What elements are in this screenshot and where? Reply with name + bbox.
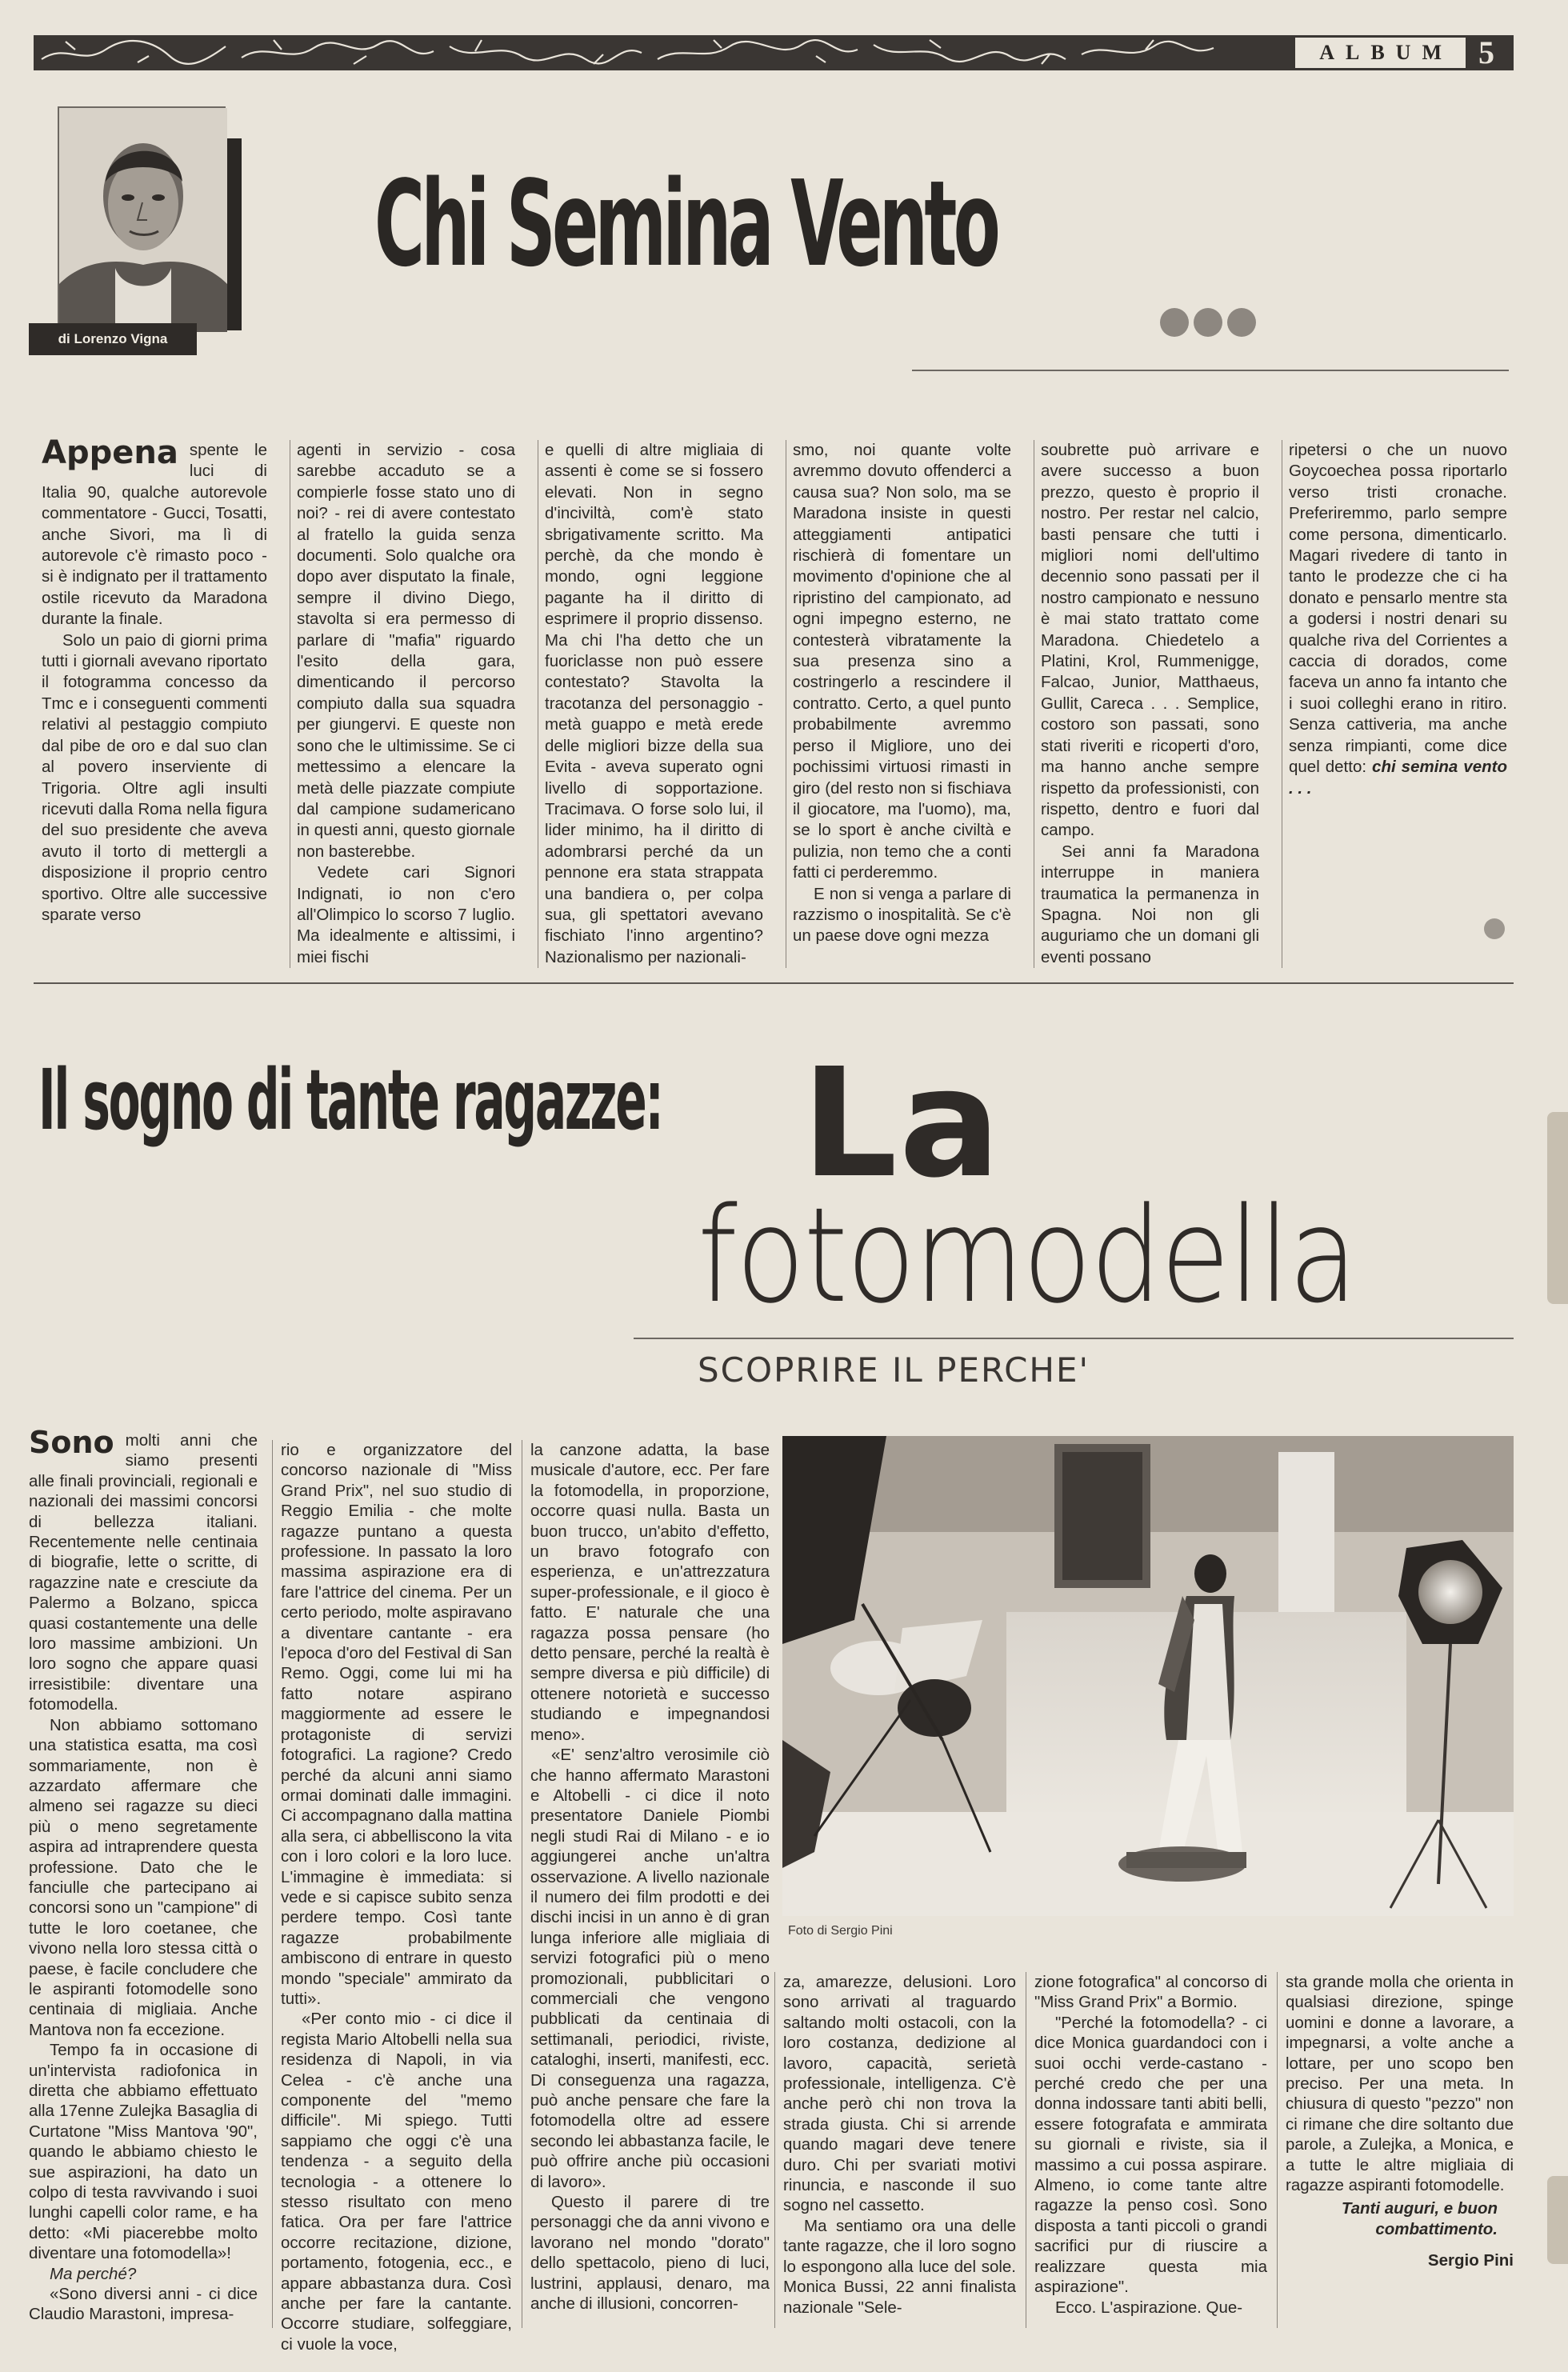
paragraph: smo, noi quante volte avremmo dovuto offenderci a causa sua? Non solo, ma se Maradona insiste in questi atteggiamenti antipatici rischierà di fomentare un movimento d'opinione che al ripristino del campionato, ad ogni impegno esterno, ne contesterà vibratamente la sua presenza sino a costringerlo a rescindere il contratto. Certo, a quel punto probabilmente avremmo perso il Migliore, uno dei pochissimi virtuosi rimasti in giro (del resto non si fischiava il giocatore, ma l'uomo), ma, se lo sport è anche civiltà e pulizia, non temo che a conti fatti ci perderemmo. xyxy=(793,441,1011,882)
paragraph xyxy=(1289,440,1507,799)
ellipsis-dots xyxy=(1160,308,1256,337)
page-edge-mark xyxy=(1547,2176,1568,2264)
paragraph: «E' senz'altro verosimile ciò che hanno affermato Marastoni e Altobelli - ci dice il noto presentatore Daniele Piombi negli studi Rai di Milano - e io aggiungerei anche un'altra osservazione. A livello nazionale il numero dei film prodotti e dei dischi incisi in un anno è di gran lunga inferiore alle migliaia di servizi fotografici più o meno promozionali, pubblicitari o commerciali che vengono pubblicati da centinaia di settimanali, periodici, riviste, cataloghi, inserti, manifesti, ecc. Di conseguenza una ragazza, può anche pensare che fare la fotomodella oltre ad essere secondo lei abbastanza facile, le può offrire anche più occasioni di lavoro». xyxy=(530,1746,770,2191)
article1-column-1 xyxy=(42,434,274,968)
article1-column-5 xyxy=(1034,440,1266,968)
paragraph: «Per conto mio - ci dice il regista Mario Altobelli nella sua residenza di Napoli, in via Celea - c'è anche una componente del "memo difficile". Mi spiego. Tutti sappiamo che oggi c'è una tendenza - a seguito della tecnologia - a ottenere lo stesso risultato con meno fatica. Ora per fare l'attrice occorre recitazione, dizione, portamento, fotogenia, ecc., e appare abbastanza dura. Così anche per fare la cantante. Occorre studiare, solfeggiare, ci vuole la voce, xyxy=(281,2010,512,2354)
paragraph: Sei anni fa Maradona interruppe in maniera traumatica la permanenza in Spagna. Noi non gli auguriamo che un domani gli eventi possano xyxy=(1041,842,1259,966)
article2-column-6 xyxy=(1277,1972,1514,2328)
closing-wish: Tanti auguri, e buon combattimento. xyxy=(1341,2199,1498,2238)
paragraph: Ma sentiamo ora una delle tante ragazze, che il loro sogno lo espongono alla luce del sole. Monica Bussi, 22 anni finalista nazionale "Sele- xyxy=(783,2216,1016,2317)
masthead-band xyxy=(34,35,1514,70)
article2-signature: Sergio Pini xyxy=(1427,2251,1514,2270)
article2-title-la: La xyxy=(802,1036,1002,1211)
paragraph: Non abbiamo sottomano una statistica esatta, ma così sommariamente, non è azzardato affermare che almeno sei ragazze su dieci più o meno segretamente aspira ad intraprendere questa professione. Dato che le fanciulle che partecipano ai concorsi sono un "campione" di tutte le loro coetanee, che vivono nella loro stessa città o paese, è facile concludere che le aspiranti fotomodelle sono centinaia di migliaia. Anche Mantova non fa eccezione. xyxy=(29,1715,258,2039)
paragraph: e quelli di altre migliaia di assenti è come se si fossero elevati. Non in segno d'inciviltà, com'è stato sbrigativamente scritto. Ma perchè, da che mondo è mondo, ogni leggione pagante ha il diritto di esprimere il proprio dissenso. Ma chi l'ha detto che un fuoriclasse non può essere contestato? Stavolta la tracotanza del personaggio - metà guappo e metà erede delle migliori bizze della sua Evita - aveva superato ogni livello di sopportazione. Tracimava. O forse solo lui, il lider minimo, ha il diritto di adombrarsi perché da un pennone era stata strappata una bandiera o, per colpa sua, gli spettatori avevano fischiato l'inno argentino? Nazionalismo per nazionali- xyxy=(545,441,763,966)
author-portrait xyxy=(58,106,242,354)
author-photo xyxy=(58,106,226,330)
page-number: 5 xyxy=(1478,34,1494,70)
band-pattern xyxy=(34,35,1218,70)
dot xyxy=(1194,308,1222,337)
paragraph: soubrette può arrivare e avere successo a buon prezzo, questo è proprio il nostro. Per restar nel calcio, basti pensare che tutti i migliori nomi dell'ultimo decennio sono passati per il nostro campionato e nessuno è mai stato trattato come Maradona. Chiedetelo a Platini, Krol, Rummenigge, Falcao, Junior, Matthaeus, Gullit, Careca . . . Semplice, costoro son passati, sono stati riveriti e ricoperti d'oro, ma hanno anche sempre rispetto da professionisti, con rispetto, dentro e fuori dal campo. xyxy=(1041,441,1259,840)
paragraph: molti anni che siamo presenti alle finali provinciali, regionali e nazionali dei massimi concorsi di bellezza italiani. Recentemente nelle centinaia di biografie, lette o scritte, di ragazzine nate e cresciute da Palermo a Bolzano, spicca quasi costantemente una delle loro massime ambizioni. Un loro sogno che appare quasi irresistibile: diventare una fotomodella. xyxy=(29,1431,258,1714)
title-rule xyxy=(634,1338,1514,1339)
drop-word: Appena xyxy=(42,434,178,471)
paragraph: «Sono diversi anni - ci dice Claudio Marastoni, impresa- xyxy=(29,2285,258,2324)
article1-headline: Chi Semina Vento xyxy=(374,155,998,293)
section-divider xyxy=(34,982,1514,984)
paragraph: Tempo fa in occasione di un'intervista radiofonica in diretta che abbiamo effettuato alla 17enne Zulejka Basaglia di Curtatone "Miss Mantova '90", quando le abbiamo chiesto le sue aspirazioni, ha dato un colpo di testa ravvivando i suoi lunghi capelli color rame, e ha detto: «Mi piacerebbe molto diventare una fotomodella»! xyxy=(29,2041,258,2263)
author-caption: di Lorenzo Vigna xyxy=(29,323,197,355)
article1-column-4 xyxy=(786,440,1018,968)
article1-column-2 xyxy=(290,440,522,968)
article2-column-5 xyxy=(1026,1972,1267,2328)
end-of-article-dot xyxy=(1484,918,1505,939)
dot xyxy=(1227,308,1256,337)
paragraph: "Perché la fotomodella? - ci dice Monica guardandoci con i suoi occhi verde-castano - perché credo che per una donna indossare tanti abiti belli, essere fotografata e ammirata su giornali e riviste, sia il massimo a cui possa aspirare. Almeno, io come tante altre ragazze la penso così. Sono disposta a tanti piccoli o grandi sacrifici pur di riuscire a realizzare questa mia aspirazione". xyxy=(1034,2013,1267,2297)
paragraph: rio e organizzatore del concorso nazionale di "Miss Grand Prix", nel suo studio di Reggio Emilia - che molte ragazze puntano a questa professione. In passato la loro massima aspirazione era di fare l'attrice del cinema. Per un certo periodo, molte aspiravano a diventare cantante - era l'epoca d'oro del Festival di San Remo. Oggi, come lui mi ha fatto notare aspirano maggiormente ad essere le protagoniste di servizi fotografici. La ragione? Credo perché da alcuni anni siamo ormai dominati dalle immagini. Ci accompagnano dalla mattina alla sera, ci abbelliscono la vita con i loro colori e la loro luce. L'immagine è immediata: si vede e si capisce subito senza perdere tempo. Così tante ragazze probabilmente ambiscono di entrare in questo mondo "speciale" ammirato da tutti». xyxy=(281,1441,512,2008)
article2-column-4 xyxy=(774,1972,1016,2328)
drop-word: Sono xyxy=(29,1425,114,1460)
studio-photo xyxy=(782,1436,1514,1916)
paragraph: la canzone adatta, la base musicale d'autore, ecc. Per fare la fotomodella, in proporzione, occorre quasi nulla. Basta un buon trucco, un'abito d'effetto, un bravo fotografo con esperienza, e un'attrezzatura super-professionale, e il gioco è fatto. E' naturale che una ragazza possa pensare (ho detto pensare, perché la realtà è sempre diversa e più difficile) di ottenere notorietà e successo studiando e impegnandosi meno». xyxy=(530,1441,770,1744)
article2-subhead: SCOPRIRE IL PERCHE' xyxy=(698,1350,1090,1390)
page-edge-mark xyxy=(1547,1112,1568,1304)
paragraph-text: ripetersi o che un nuovo Goycoechea possa riportarlo verso tristi cronache. Preferiremmo, parlo sempre come persona, dimenticarlo. Magari rivedere di tanto in tanto le prodezze che ci ha donato e pensarlo mentre sta a godersi i nostri denari su qualche riva del Corrientes a caccia di dorados, come faceva un anno fa intanto che i suoi colleghi erano in ritiro. Senza cattiveria, ma anche senza rimpianti, come dice quel detto: xyxy=(1289,441,1507,777)
closing-quote: chi semina vento . . . xyxy=(1289,758,1507,798)
section-label: ALBUM xyxy=(1295,38,1466,68)
article2-column-1 xyxy=(29,1425,258,2326)
paragraph: Ma perché? xyxy=(50,2264,137,2283)
paragraph: Solo un paio di giorni prima tutti i giornali avevano riportato il fotogramma concesso da Tmc e i conseguenti commenti relativi al pestaggio compiuto dal pibe de oro e dal suo clan al povero inserviente di Trigoria. Oltre agli insulti ricevuti dalla Roma nella figura del suo presidente che aveva avuto il torto di mettergli a disposizione il proprio centro sportivo. Oltre alle successive sparate verso xyxy=(42,630,267,924)
article1-body xyxy=(42,434,1514,966)
article2-column-3 xyxy=(522,1440,770,2328)
paragraph: za, amarezze, delusioni. Loro sono arrivati al traguardo saltando molti ostacoli, con la loro costanza, dedizione al lavoro, capacità, serietà professionale, intelligenza. C'è anche però chi non trova la strada giusta. Chi si arrende quando magari deve tenere duro. Chi per svariati motivi rinuncia, e nasconde il suo sogno nel cassetto. xyxy=(783,1973,1016,2215)
article2-kicker: Il sogno di tante ragazze: xyxy=(38,1051,662,1149)
photo-shadow-bar xyxy=(227,138,242,330)
photo-caption: Foto di Sergio Pini xyxy=(788,1924,893,1938)
article1-column-6 xyxy=(1282,440,1514,968)
paragraph: E non si venga a parlare di razzismo o inospitalità. Se c'è un paese dove ogni mezza xyxy=(793,884,1011,946)
paragraph: Vedete cari Signori Indignati, io non c'ero all'Olimpico lo scorso 7 luglio. Ma idealmente e altissimi, i miei fischi xyxy=(297,863,515,966)
paragraph: zione fotografica" al concorso di "Miss Grand Prix" a Bormio. xyxy=(1034,1973,1267,2012)
paragraph: Ecco. L'aspirazione. Que- xyxy=(1055,2298,1243,2317)
paragraph: spente le luci di Italia 90, qualche autorevole commentatore - Gucci, Tosatti, anche Sivori, ma lì di autorevole c'è rimasto poco - si è indignato per il trattamento ostile ricevuto da Maradona durante la finale. xyxy=(42,441,267,629)
article2-title: fotomodella xyxy=(698,1179,1357,1332)
article1-column-3 xyxy=(538,440,770,968)
paragraph: sta grande molla che orienta in qualsiasi direzione, spinge uomini e donne a lavorare, a impegnarsi, a volte anche a lottare, per uno scopo ben preciso. Per una meta. In chiusura di questo "pezzo" non ci rimane che dire soltanto due parole, a Zulejka, a Monica, e a tutte le altre migliaia di ragazze aspiranti fotomodelle. xyxy=(1286,1973,1514,2195)
headline-rule xyxy=(912,370,1509,371)
paragraph: agenti in servizio - cosa sarebbe accaduto se a compierle fosse stato uno di noi? - rei di avere contestato al fratello la guida senza documenti. Solo qualche ora dopo aver disputato la finale, sempre il divino Diego, stavolta si era permesso di parlare di "mafia" riguardo l'esito della gara, dimenticando il percorso compiuto dalla sua squadra per giungervi. E queste non sono che le ultimissime. Se ci mettessimo a elencare la metà delle piazzate compiute dal campione sudamericano in questi anni, questo giornale non basterebbe. xyxy=(297,441,515,861)
paragraph: Questo il parere di tre personaggi che da anni vivono e lavorano nel mondo "dorato" dello spettacolo, pieno di luci, lustrini, applausi, denaro, ma anche di illusioni, concorren- xyxy=(530,2193,770,2314)
article2-column-2 xyxy=(272,1440,512,2354)
dot xyxy=(1160,308,1189,337)
